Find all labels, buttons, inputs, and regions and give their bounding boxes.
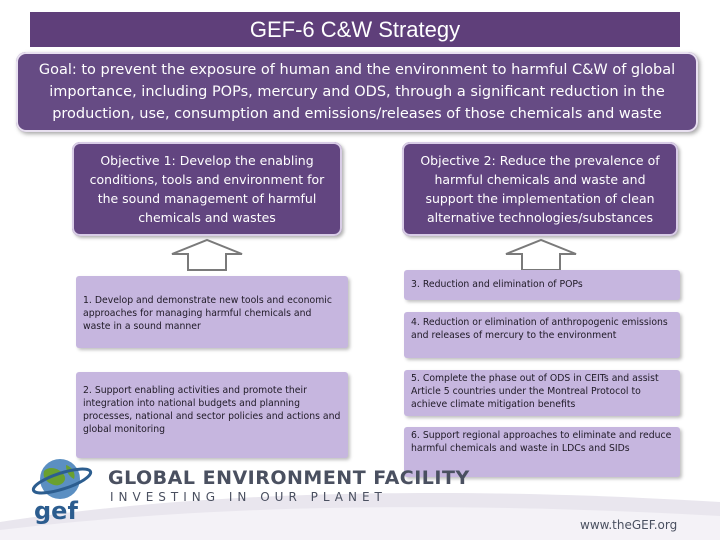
- program-2-box: 2. Support enabling activities and promote their integration into national budgets and planning processes, national and sector policies and actions and global monitoring: [76, 372, 348, 458]
- logo-text: gef: [34, 497, 78, 525]
- globe-logo-icon: [30, 455, 100, 525]
- website-link[interactable]: www.theGEF.org: [580, 518, 678, 532]
- objective-1-box: Objective 1: Develop the enabling conditions, tools and environment for the sound management of harmful chemicals and wastes: [72, 142, 342, 236]
- org-name: GLOBAL ENVIRONMENT FACILITY: [108, 467, 470, 489]
- goal-box: Goal: to prevent the exposure of human and the environment to harmful C&W of global importance, including POPs, mercury and ODS, through a significant reduction in the production, use, consumption and emissions/releases of those chemicals and waste: [16, 52, 698, 132]
- program-5-box: 5. Complete the phase out of ODS in CEITs and assist Article 5 countries under the Montreal Protocol to achieve climate mitigation benefits: [404, 370, 680, 416]
- page-title: GEF-6 C&W Strategy: [30, 12, 680, 47]
- up-arrow-icon: [170, 238, 244, 272]
- program-3-box: 3. Reduction and elimination of POPs: [404, 270, 680, 300]
- program-4-box: 4. Reduction or elimination of anthropogenic emissions and releases of mercury to the environment: [404, 312, 680, 358]
- program-1-box: 1. Develop and demonstrate new tools and economic approaches for managing harmful chemicals and waste in a sound manner: [76, 276, 348, 348]
- program-6-box: 6. Support regional approaches to eliminate and reduce harmful chemicals and waste in LDCs and SIDs: [404, 427, 680, 477]
- org-tagline: INVESTING IN OUR PLANET: [110, 490, 387, 504]
- up-arrow-icon: [504, 238, 578, 272]
- objective-2-box: Objective 2: Reduce the prevalence of harmful chemicals and waste and support the implementation of clean alternative technologies/substances: [402, 142, 678, 236]
